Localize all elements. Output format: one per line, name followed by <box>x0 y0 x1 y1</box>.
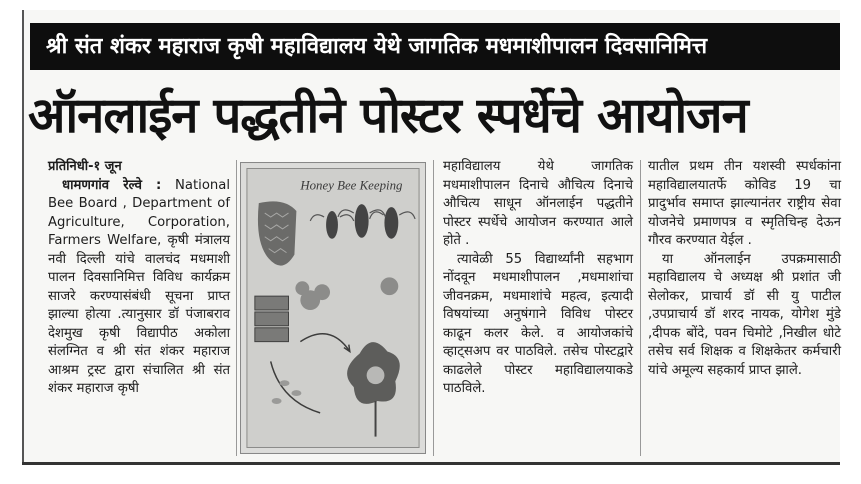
article-column-4 <box>648 158 841 380</box>
column-3-paragraph-2: त्यावेळी 55 विद्यार्थ्यांनी सहभाग नोंदवून मधमाशीपालन ,मधमाशांचा जीवनक्रम, मधमाशांचे महत्व, इत्यादी विषयांच्या अनुषंगाने विविध पोस्टर काढून कलर केले. व आयोजकांचे व्हाट्सअप वर पाठविले. तसेच पोस्टद्वारे काढलेले पोस्टर महाविद्यालयाकडे पाठविले. <box>443 251 633 396</box>
column-3-paragraph-1: महाविद्यालय येथे जागतिक मधमाशीपालन दिनाचे औचित्य दिनाचे औचित्य साधून ऑनलाईन पद्धतीने पोस्टर स्पर्धेचे आयोजन करण्यात आले होते . <box>443 159 633 248</box>
dateline: धामणगांव रेल्वे : <box>62 177 162 193</box>
article-column-3 <box>443 158 633 399</box>
headline: ऑनलाईन पद्धतीने पोस्टर स्पर्धेचे आयोजन <box>28 87 748 144</box>
poster-image <box>240 162 426 454</box>
byline: प्रतिनिधी-१ जून <box>48 159 122 174</box>
column-4-paragraph-1: यातील प्रथम तीन यशस्वी स्पर्धकांना महाविद्यालयातर्फे कोविड 19 चा प्रादुर्भाव समाप्त झाल्यानंतर राष्ट्रीय सेवा योजनेचे प्रमाणपत्र व स्मृतिचिन्ह देऊन गौरव करण्यात येईल . <box>648 159 841 248</box>
article-column-1 <box>48 158 230 399</box>
honey-bee-poster-drawing <box>241 163 425 453</box>
bottom-border-rule <box>22 462 840 465</box>
poster-title: Honey Bee Keeping <box>300 178 403 193</box>
beehive-box-drawing <box>255 296 289 342</box>
column-divider <box>640 160 641 456</box>
column-divider <box>236 160 237 456</box>
kicker-banner: श्री संत शंकर महाराज कृषी महाविद्यालय येथे जागतिक मधमाशीपालन दिवसानिमित्त <box>30 23 840 70</box>
column-1-text: National Bee Board , Department of Agriculture, Corporation, Farmers Welfare, कृषी मंत्रालय नवी दिल्ली यांचे वालचंद मधमाशी पालन दिवसानिमित्त विविध कार्यक्रम साजरे करण्यासंबंधी सूचना प्राप्त झाल्या होत्या .त्यानुसार डॉ पंजाबराव देशमुख कृषी विद्यापीठ अकोला संलग्नित व श्री संत शंकर महाराज आश्रम ट्रस्ट द्वारा संचालित श्री संत शंकर महाराज कृषी <box>48 177 230 396</box>
column-4-paragraph-2: या ऑनलाईन उपक्रमासाठी महाविद्यालय चे अध्यक्ष श्री प्रशांत जी सेलोकर, प्राचार्य डॉ सी यु पाटील ,उपप्राचार्य डॉ शरद नायक, योगेश मुंडे ,दीपक बोंदे, पवन चिमोटे ,निखील धोटे तसेच सर्व शिक्षक व शिक्षकेतर कर्मचारी यांचे अमूल्य सहकार्य प्राप्त झाले. <box>648 251 841 378</box>
column-divider <box>433 160 434 456</box>
left-border-rule <box>22 10 24 464</box>
